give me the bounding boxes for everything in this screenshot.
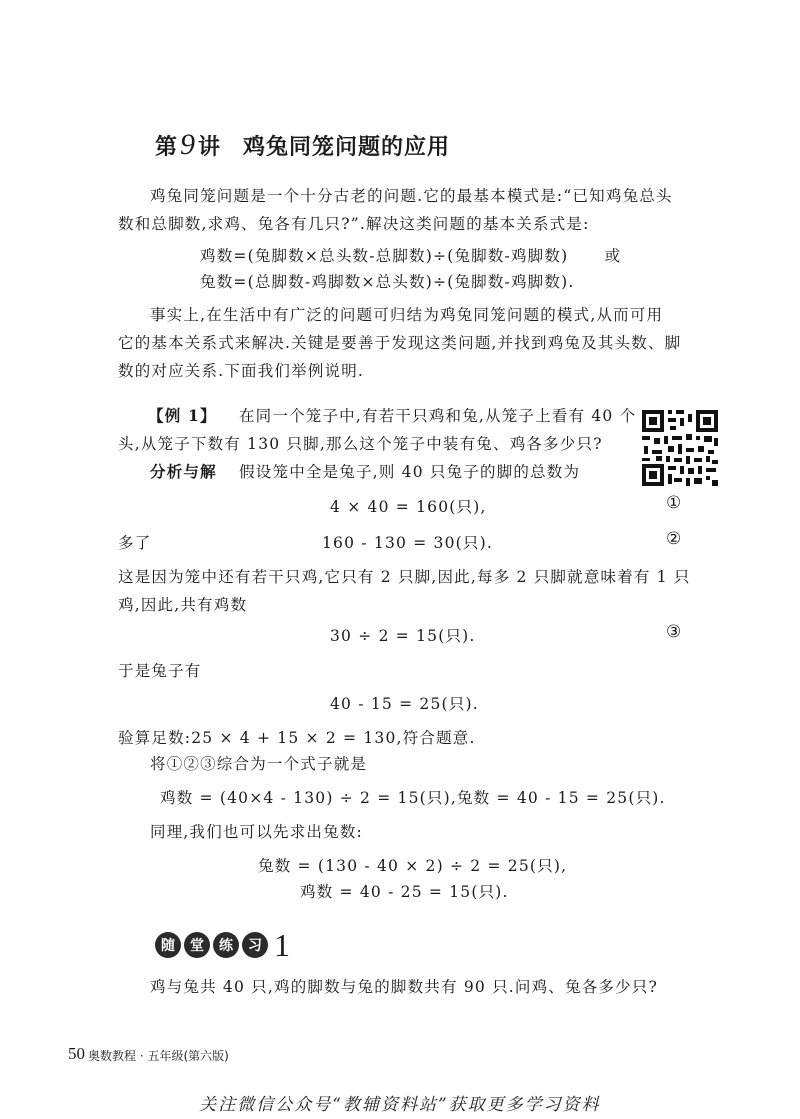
chapter-prefix: 第 bbox=[155, 134, 179, 160]
equation-1: 4 × 40 = 160(只), bbox=[330, 498, 487, 516]
equation-4: 40 - 15 = 25(只). bbox=[330, 695, 479, 713]
analysis-text: 假设笼中全是兔子,则 40 只兔子的脚的总数为 bbox=[239, 463, 581, 481]
marker-3: ③ bbox=[666, 622, 682, 642]
marker-1: ① bbox=[666, 493, 682, 513]
equation-2: 160 - 130 = 30(只). bbox=[322, 534, 493, 552]
practice-badge-3: 练 bbox=[213, 932, 239, 958]
example-line-2: 头,从笼子下数有 130 只脚,那么这个笼子中装有兔、鸡各多少只? bbox=[118, 435, 603, 453]
page-number: 50 bbox=[68, 1044, 85, 1063]
intro-line-2: 数和总脚数,求鸡、兔各有几只?”.解决这类问题的基本关系式是: bbox=[118, 215, 590, 233]
chapter-title-text: 鸡兔同笼问题的应用 bbox=[243, 134, 451, 160]
practice-badge-1: 随 bbox=[155, 932, 181, 958]
formula-chicken bbox=[200, 244, 621, 266]
explanation-line-2: 鸡,因此,共有鸡数 bbox=[118, 596, 248, 614]
marker-2: ② bbox=[666, 529, 682, 549]
equation-6: 兔数 = (130 - 40 × 2) ÷ 2 = 25(只), bbox=[258, 857, 568, 875]
practice-question: 鸡与兔共 40 只,鸡的脚数与兔的脚数共有 90 只.问鸡、兔各多少只? bbox=[150, 978, 659, 996]
equation-5: 鸡数 = (40×4 - 130) ÷ 2 = 15(只),兔数 = 40 - 15 = 25(只). bbox=[160, 789, 666, 807]
formula-chicken-text: 鸡数=(兔脚数×总头数-总脚数)÷(兔脚数-鸡脚数) bbox=[200, 247, 569, 265]
more-label: 多了 bbox=[118, 534, 152, 552]
equation-7: 鸡数 = 40 - 25 = 15(只). bbox=[300, 883, 509, 901]
qr-code bbox=[640, 408, 720, 488]
explanation-line-1: 这是因为笼中还有若干只鸡,它只有 2 只脚,因此,每多 2 只脚就意味着有 1 只 bbox=[118, 568, 691, 586]
practice-header bbox=[155, 927, 290, 963]
analysis-line bbox=[150, 460, 580, 482]
chapter-suffix: 讲 bbox=[198, 134, 222, 160]
equation-3: 30 ÷ 2 = 15(只). bbox=[330, 627, 476, 645]
combine-line: 将①②③综合为一个式子就是 bbox=[150, 755, 368, 773]
example-text-1: 在同一个笼子中,有若干只鸡和兔,从笼子上看有 40 个 bbox=[238, 407, 637, 425]
practice-number: 1 bbox=[274, 927, 290, 963]
para2-line-3: 数的对应关系.下面我们举例说明. bbox=[118, 362, 365, 380]
book-title: 奥数教程 · 五年级(第六版) bbox=[88, 1049, 229, 1063]
formula-or: 或 bbox=[604, 247, 622, 265]
intro-line-1: 鸡兔同笼问题是一个十分古老的问题.它的最基本模式是:“已知鸡兔总头 bbox=[150, 187, 673, 205]
chapter-title bbox=[155, 128, 450, 162]
para2-line-2: 它的基本关系式来解决.关键是要善于发现这类问题,并找到鸡兔及其头数、脚 bbox=[118, 334, 682, 352]
practice-badge-2: 堂 bbox=[184, 932, 210, 958]
formula-rabbit: 兔数=(总脚数-鸡脚数×总头数)÷(兔脚数-鸡脚数). bbox=[200, 273, 575, 291]
chapter-number: 9 bbox=[180, 128, 197, 161]
analysis-label: 分析与解 bbox=[150, 462, 217, 481]
para2-line-1: 事实上,在生活中有广泛的问题可归结为鸡兔同笼问题的模式,从而可用 bbox=[150, 306, 664, 324]
example-line-1 bbox=[148, 404, 636, 426]
verification-line: 验算足数:25 × 4 + 15 × 2 = 130,符合题意. bbox=[118, 729, 476, 747]
practice-badge-4: 习 bbox=[242, 932, 268, 958]
rabbit-intro: 于是兔子有 bbox=[118, 662, 202, 680]
footer-banner: 关注微信公众号“教辅资料站”获取更多学习资料 bbox=[199, 1095, 601, 1115]
alternative-line: 同理,我们也可以先求出兔数: bbox=[150, 823, 363, 841]
example-label: 【例 1】 bbox=[148, 406, 217, 425]
